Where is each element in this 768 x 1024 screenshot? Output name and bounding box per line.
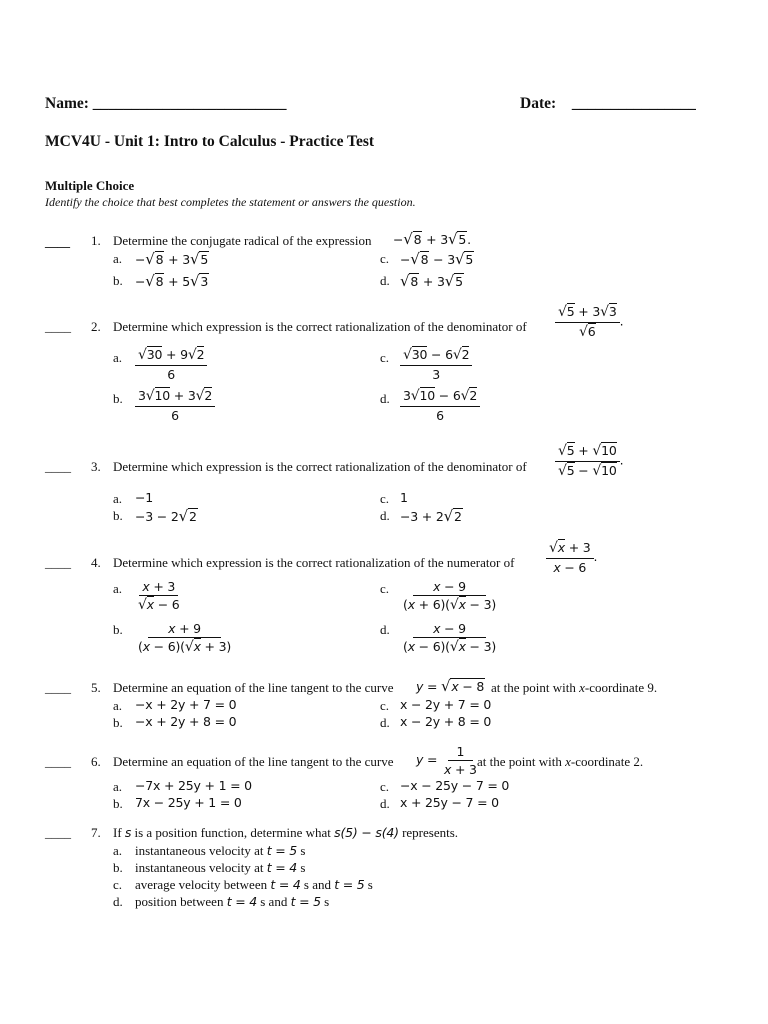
question-number: 1.	[91, 233, 101, 248]
option-c[interactable]: −√8 − 3√5	[400, 250, 474, 268]
option-letter: a.	[113, 698, 123, 713]
name-label: Name:	[45, 95, 89, 112]
question-number: 6.	[91, 754, 101, 769]
question-number: 5.	[91, 680, 101, 695]
option-c[interactable]: $\frac{√30 - 6√2}{3}$	[400, 348, 472, 381]
option-letter: a.	[113, 843, 123, 858]
option-letter: c.	[380, 698, 390, 713]
option-letter: b.	[113, 622, 123, 637]
question-stem-suffix: at the point with x-coordinate 9.	[491, 680, 658, 695]
question-stem: Determine which expression is the correct rationalization of the denominator of	[113, 459, 527, 474]
answer-blank[interactable]: ____	[45, 233, 70, 248]
option-d[interactable]: position between t = 4 s and t = 5 s	[135, 894, 330, 909]
option-b[interactable]: 7x − 25y + 1 = 0	[135, 795, 242, 810]
question-number: 4.	[91, 555, 101, 570]
option-letter: b.	[113, 391, 123, 406]
option-d[interactable]: −3 + 2√2	[400, 507, 462, 525]
option-letter: d.	[380, 715, 390, 730]
option-letter: c.	[380, 491, 390, 506]
section-instructions: Identify the choice that best completes the statement or answers the question.	[45, 195, 416, 209]
question-number: 2.	[91, 319, 101, 334]
option-a[interactable]: $\frac{√30 + 9√2}{6}$	[135, 348, 207, 381]
option-letter: a.	[113, 581, 123, 596]
option-d[interactable]: $\frac{3√10 - 6√2}{6}$	[400, 389, 480, 422]
option-letter: a.	[113, 251, 123, 266]
question-stem: Determine which expression is the correct rationalization of the denominator of	[113, 319, 527, 334]
answer-blank[interactable]: ____	[45, 555, 71, 570]
option-letter: b.	[113, 273, 123, 288]
option-c[interactable]: $\frac{x - 9}{(x + 6)(√x - 3)}$	[403, 579, 497, 614]
question-expression: −√8 + 3√5.	[393, 230, 471, 248]
answer-blank[interactable]: ____	[45, 825, 71, 840]
answer-blank[interactable]: ____	[45, 319, 71, 334]
name-field[interactable]	[45, 96, 287, 112]
option-letter: b.	[113, 508, 123, 523]
option-letter: b.	[113, 715, 123, 730]
question-expression: y = $\frac{1}{x + 3}$	[416, 744, 477, 778]
answer-blank[interactable]: ____	[45, 754, 71, 769]
option-c[interactable]: x − 2y + 7 = 0	[400, 697, 492, 712]
date-field[interactable]	[520, 96, 696, 112]
option-b[interactable]: $\frac{3√10 + 3√2}{6}$	[135, 389, 215, 422]
option-letter: c.	[113, 877, 123, 892]
section-heading: Multiple Choice	[45, 178, 135, 193]
option-b[interactable]: −x + 2y + 8 = 0	[135, 714, 237, 729]
option-b[interactable]: instantaneous velocity at t = 4 s	[135, 860, 306, 875]
option-letter: c.	[380, 251, 390, 266]
option-letter: a.	[113, 779, 123, 794]
option-a[interactable]: −1	[135, 490, 154, 505]
question-number: 7.	[91, 825, 101, 840]
question-stem: Determine which expression is the correct rationalization of the numerator of	[113, 555, 515, 570]
date-label: Date:	[520, 95, 557, 112]
option-letter: c.	[380, 581, 390, 596]
question-stem: Determine the conjugate radical of the expression	[113, 233, 372, 248]
option-a[interactable]: $\frac{x + 3}{√x - 6}$	[138, 579, 180, 614]
option-letter: d.	[380, 391, 390, 406]
question-stem: Determine an equation of the line tangent to the curve	[113, 754, 394, 769]
option-a[interactable]: instantaneous velocity at t = 5 s	[135, 843, 306, 858]
option-letter: b.	[113, 860, 123, 875]
option-a[interactable]: −√8 + 3√5	[135, 250, 209, 268]
option-d[interactable]: $\frac{x - 9}{(x - 6)(√x - 3)}$	[403, 621, 497, 656]
answer-blank[interactable]: ____	[45, 680, 71, 695]
option-a[interactable]: −7x + 25y + 1 = 0	[135, 778, 252, 793]
option-a[interactable]: −x + 2y + 7 = 0	[135, 697, 237, 712]
option-d[interactable]: x − 2y + 8 = 0	[400, 714, 492, 729]
question-number: 3.	[91, 459, 101, 474]
option-d[interactable]: x + 25y − 7 = 0	[400, 795, 499, 810]
answer-blank[interactable]: ____	[45, 459, 71, 474]
option-letter: d.	[380, 796, 390, 811]
option-letter: a.	[113, 491, 123, 506]
question-expression: $\frac{√5 + √10}{√5 - √10}$ .	[555, 444, 623, 478]
option-d[interactable]: √8 + 3√5	[400, 272, 463, 290]
question-expression: $\frac{√x + 3}{x - 6}$ .	[546, 541, 597, 574]
option-letter: a.	[113, 350, 123, 365]
question-expression: y = √x − 8	[416, 677, 485, 695]
option-c[interactable]: −x − 25y − 7 = 0	[400, 778, 510, 793]
date-line: ________________	[571, 95, 696, 112]
option-letter: b.	[113, 796, 123, 811]
option-c[interactable]: 1	[400, 490, 408, 505]
option-letter: d.	[113, 894, 123, 909]
question-stem: If s is a position function, determine what s(5) − s(4) represents.	[113, 825, 459, 840]
option-letter: d.	[380, 508, 390, 523]
option-letter: d.	[380, 622, 390, 637]
question-1	[45, 234, 70, 248]
page-title: MCV4U - Unit 1: Intro to Calculus - Practice Test	[45, 133, 375, 150]
name-line: _________________________	[92, 95, 287, 112]
option-b[interactable]: $\frac{x + 9}{(x - 6)(√x + 3)}$	[138, 621, 232, 656]
option-letter: c.	[380, 350, 390, 365]
option-b[interactable]: −3 − 2√2	[135, 507, 197, 525]
option-letter: c.	[380, 779, 390, 794]
question-stem-suffix: at the point with x-coordinate 2.	[477, 754, 644, 769]
option-letter: d.	[380, 273, 390, 288]
question-expression: $\frac{√5 + 3√3}{√6}$ .	[555, 305, 623, 339]
option-b[interactable]: −√8 + 5√3	[135, 272, 209, 290]
question-stem: Determine an equation of the line tangent to the curve	[113, 680, 394, 695]
option-c[interactable]: average velocity between t = 4 s and t = 5 s	[135, 877, 373, 892]
